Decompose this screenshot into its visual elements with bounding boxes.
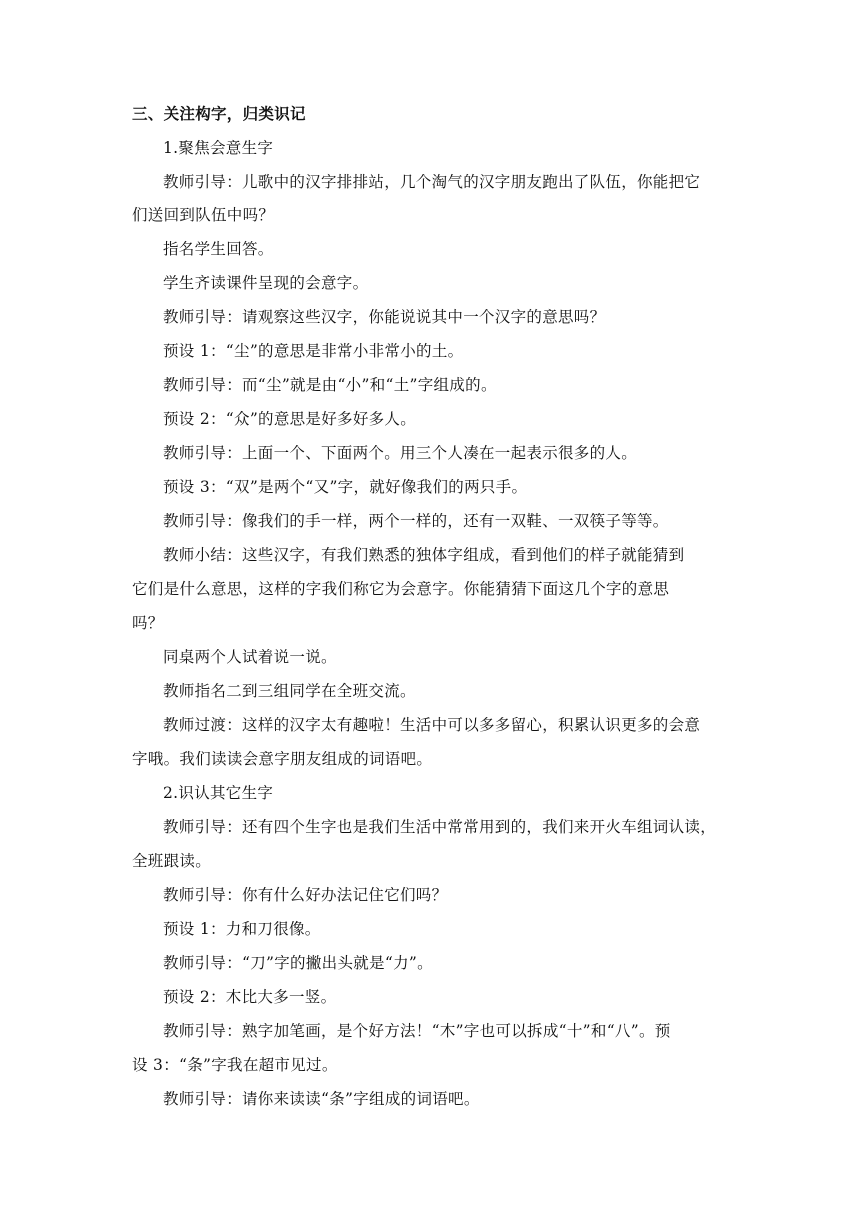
paragraph-line: 教师引导：你有什么好办法记住它们吗？ (163, 886, 448, 904)
paragraph-line: 教师引导：请观察这些汉字，你能说说其中一个汉字的意思吗？ (163, 308, 606, 326)
paragraph-line: 学生齐读课件呈现的会意字。 (163, 274, 369, 292)
paragraph-line: 字哦。我们读读会意字朋友组成的词语吧。 (132, 750, 433, 768)
paragraph-line: 预设 1：“尘”的意思是非常小非常小的土。 (163, 342, 464, 360)
paragraph-line: 吗？ (132, 614, 164, 632)
paragraph-line: 们送回到队伍中吗？ (132, 206, 275, 224)
paragraph-line: 指名学生回答。 (163, 240, 274, 258)
paragraph-line: 全班跟读。 (132, 852, 212, 870)
paragraph-line: 教师引导：熟字加笔画，是个好方法！“木”字也可以拆成“十”和“八”。预 (163, 1022, 671, 1040)
paragraph-line: 它们是什么意思，这样的字我们称它为会意字。你能猜猜下面这几个字的意思 (132, 580, 670, 598)
section-heading: 三、关注构字，归类识记 (132, 105, 306, 123)
paragraph-line: 教师引导：请你来读读“条”字组成的词语吧。 (163, 1090, 480, 1108)
paragraph-line: 设 3：“条”字我在超市见过。 (132, 1056, 338, 1074)
paragraph-line: 教师小结：这些汉字，有我们熟悉的独体字组成，看到他们的样子就能猜到 (163, 546, 685, 564)
paragraph-line: 预设 2：“众”的意思是好多好多人。 (163, 410, 417, 428)
paragraph-line: 教师引导：还有四个生字也是我们生活中常常用到的，我们来开火车组词认读， (163, 818, 717, 836)
subsection-title: 1.聚焦会意生字 (163, 139, 274, 157)
paragraph-line: 教师指名二到三组同学在全班交流。 (163, 682, 416, 700)
paragraph-line: 教师引导：像我们的手一样，两个一样的，还有一双鞋、一双筷子等等。 (163, 512, 669, 530)
paragraph-line: 教师引导：“刀”字的撇出头就是“力”。 (163, 954, 433, 972)
paragraph-line: 预设 1：力和刀很像。 (163, 920, 321, 938)
paragraph-line: 教师引导：儿歌中的汉字排排站，几个淘气的汉字朋友跑出了队伍，你能把它 (163, 173, 701, 191)
paragraph-line: 教师过渡：这样的汉字太有趣啦！生活中可以多多留心，积累认识更多的会意 (163, 716, 701, 734)
paragraph-line: 预设 3：“双”是两个“又”字，就好像我们的两只手。 (163, 478, 528, 496)
paragraph-line: 同桌两个人试着说一说。 (163, 648, 337, 666)
paragraph-line: 教师引导：上面一个、下面两个。用三个人凑在一起表示很多的人。 (163, 444, 638, 462)
paragraph-line: 预设 2：木比大多一竖。 (163, 988, 337, 1006)
paragraph-line: 教师引导：而“尘”就是由“小”和“土”字组成的。 (163, 376, 497, 394)
subsection-title: 2.识认其它生字 (163, 784, 274, 802)
